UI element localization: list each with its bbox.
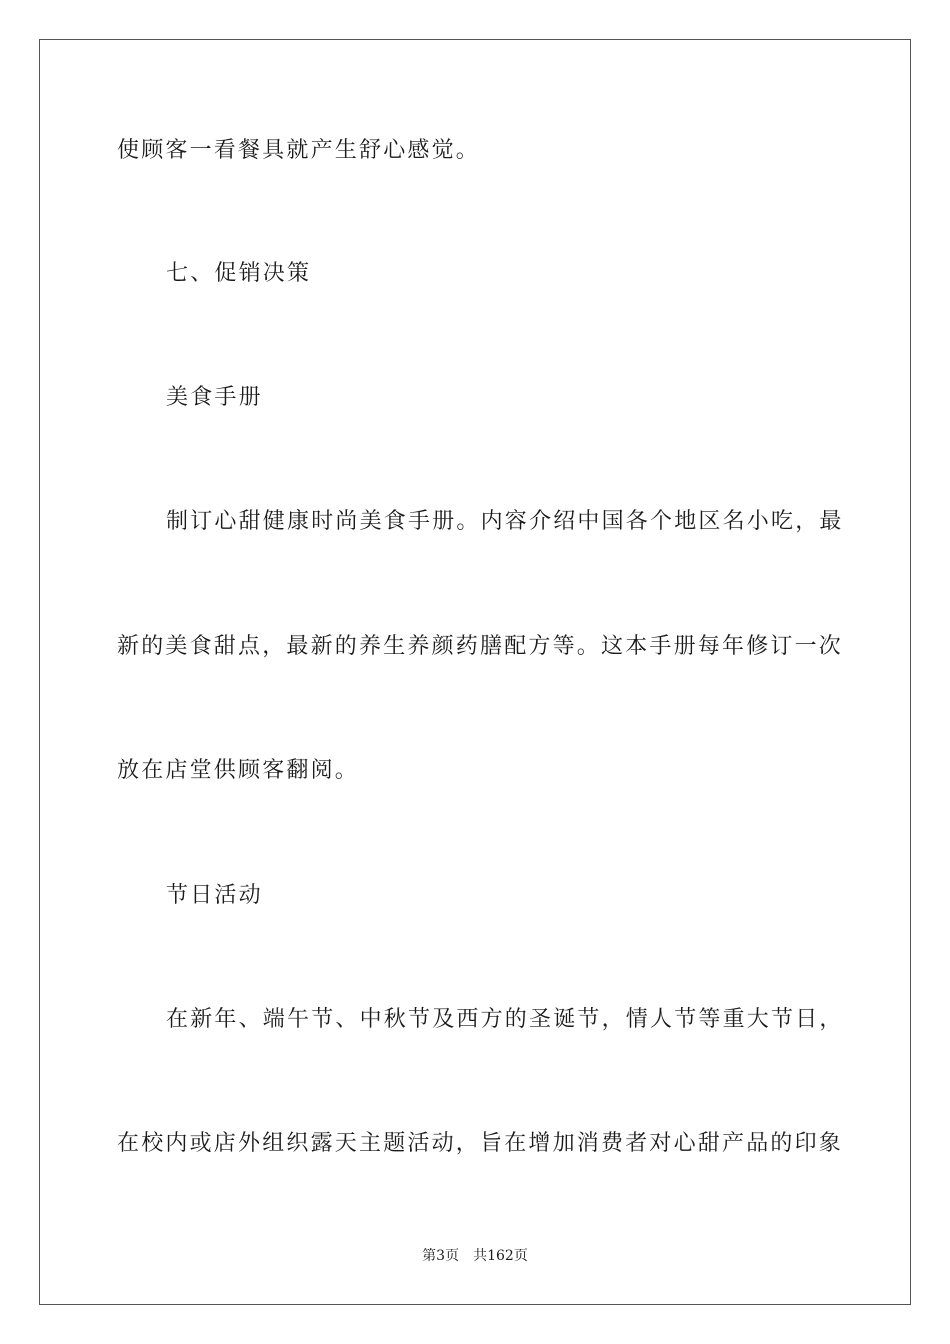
page-footer — [0, 1247, 950, 1265]
body-text-line-8: 在新年、端午节、中秋节及西方的圣诞节，情人节等重大节日， — [166, 1007, 844, 1032]
body-text-line-6: 放在店堂供顾客翻阅。 — [117, 758, 360, 783]
total-pages: 共162页 — [473, 1248, 528, 1264]
body-text-line-5: 新的美食甜点，最新的养生养颜药膳配方等。这本手册每年修订一次 — [117, 634, 844, 659]
subheading-holiday-events: 节日活动 — [166, 883, 263, 908]
body-text-line-4: 制订心甜健康时尚美食手册。内容介绍中国各个地区名小吃，最 — [166, 509, 844, 534]
page-number: 第3页 — [422, 1248, 460, 1264]
page-border — [39, 39, 911, 1305]
body-text-line-9: 在校内或店外组织露天主题活动，旨在增加消费者对心甜产品的印象 — [117, 1131, 844, 1156]
body-text-line-1: 使顾客一看餐具就产生舒心感觉。 — [117, 138, 481, 163]
subheading-food-manual: 美食手册 — [166, 385, 263, 410]
section-heading-promotion: 七、促销决策 — [166, 261, 312, 286]
